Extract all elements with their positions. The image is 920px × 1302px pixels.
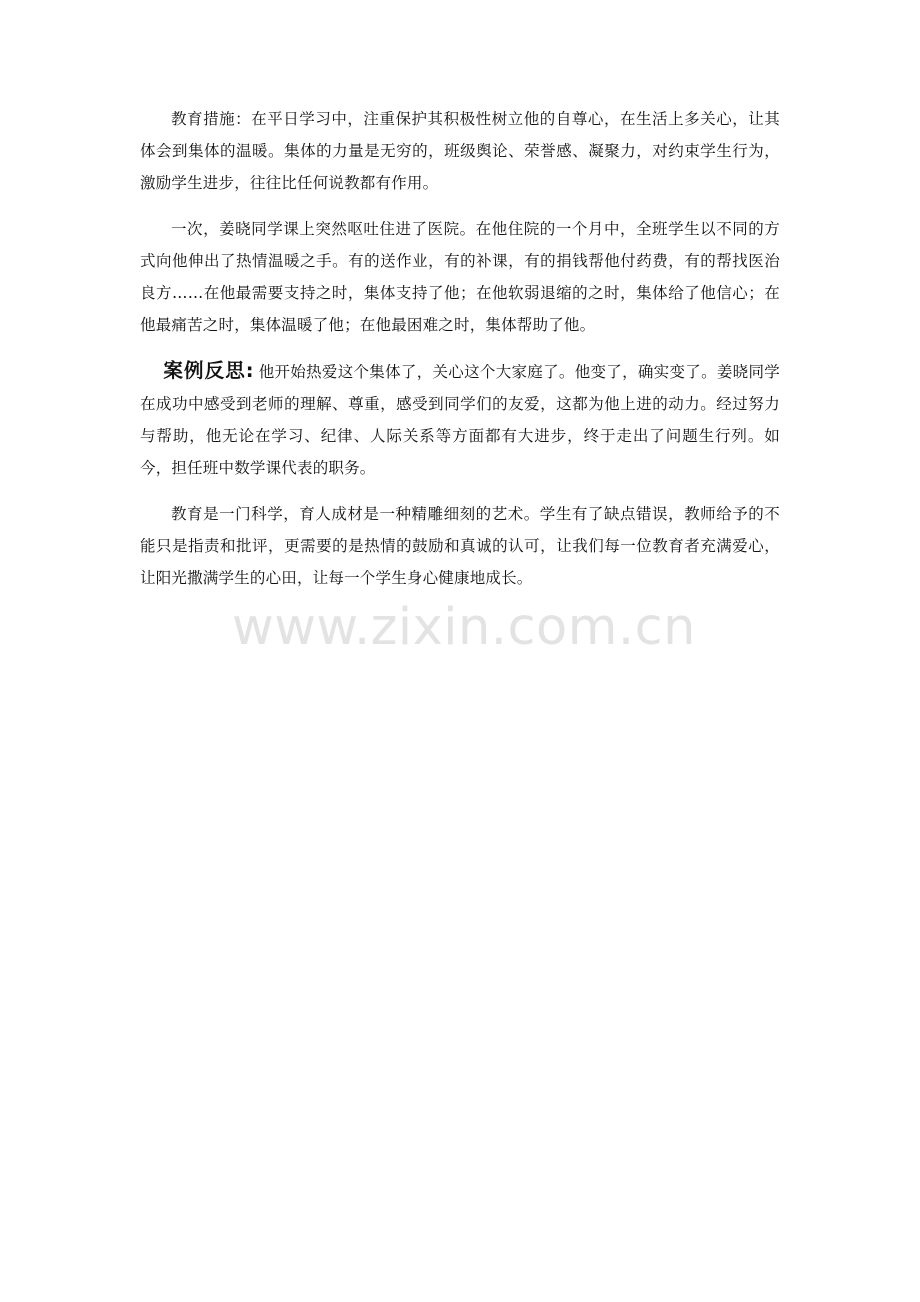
paragraph-hospital-story: 一次，姜晓同学课上突然呕吐住进了医院。在他住院的一个月中，全班学生以不同的方式向他伸出了热情温暖之手。有的送作业，有的补课，有的捐钱帮他付药费，有的帮找医治良方……在他最需要支持之时，集体支持了他；在他软弱退缩的之时，集体给了他信心；在他最痛苦之时，集体温暖了他；在他最困难之时，集体帮助了他。 xyxy=(140,220,780,334)
case-reflection-heading: 案例反思: xyxy=(163,359,255,382)
document-body xyxy=(140,103,780,608)
case-reflection-text: 他开始热爱这个集体了，关心这个大家庭了。他变了，确实变了。姜晓同学在成功中感受到老师的理解、尊重，感受到同学们的友爱，这都为他上进的动力。经过努力与帮助，他无论在学习、纪律、人际关系等方面都有大进步，终于走出了问题生行列。如今，担任班中数学课代表的职务。 xyxy=(140,363,780,477)
watermark-text: www.zixin.com.cn xyxy=(232,598,696,657)
paragraph-education-measures: 教育措施：在平日学习中，注重保护其积极性树立他的自尊心，在生活上多关心，让其体会到集体的温暖。集体的力量是无穷的，班级舆论、荣誉感、凝聚力，对约束学生行为，激励学生进步，往往比任何说教都有作用。 xyxy=(140,110,780,192)
paragraph-case-reflection xyxy=(140,355,780,484)
paragraph-education-conclusion: 教育是一门科学，育人成材是一种精雕细刻的艺术。学生有了缺点错误，教师给予的不能只是指责和批评，更需要的是热情的鼓励和真诚的认可，让我们每一位教育者充满爱心，让阳光撒满学生的心田，让每一个学生身心健康地成长。 xyxy=(140,505,780,587)
